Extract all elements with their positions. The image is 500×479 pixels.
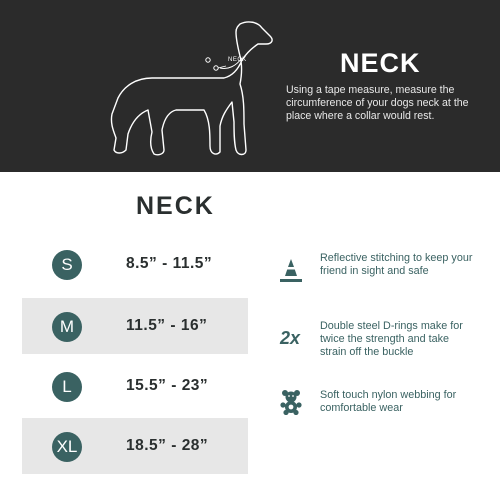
teddy-bear-icon	[278, 389, 304, 415]
feature-text: Reflective stitching to keep your friend in sight and safe	[320, 252, 473, 277]
hero-panel	[0, 0, 500, 172]
size-badge: M	[52, 312, 82, 342]
size-row-xl	[22, 418, 248, 474]
size-badge: S	[52, 250, 82, 280]
size-row-s	[22, 236, 248, 292]
hero-description: Using a tape measure, measure the circumference of your dogs neck at the place where a collar would rest.	[286, 84, 469, 122]
size-badge: XL	[52, 432, 82, 462]
traffic-cone-icon	[278, 258, 304, 284]
size-range: 8.5” - 11.5”	[126, 255, 213, 272]
size-row-l	[22, 358, 248, 414]
feature-text: Soft touch nylon webbing for comfortable wear	[320, 389, 457, 414]
size-range: 15.5” - 23”	[126, 377, 209, 394]
size-row-m	[22, 298, 248, 354]
size-range: 11.5” - 16”	[126, 317, 208, 334]
dog-outline-icon	[92, 14, 282, 164]
size-badge: L	[52, 372, 82, 402]
size-range: 18.5” - 28”	[126, 437, 209, 454]
feature-text: Double steel D-rings make for twice the strength and take strain off the buckle	[320, 320, 463, 358]
size-chart-title: NECK	[136, 192, 215, 220]
diagram-neck-label: NECK	[228, 57, 247, 63]
2x-icon: 2x	[280, 328, 301, 348]
hero-title: NECK	[340, 48, 421, 78]
